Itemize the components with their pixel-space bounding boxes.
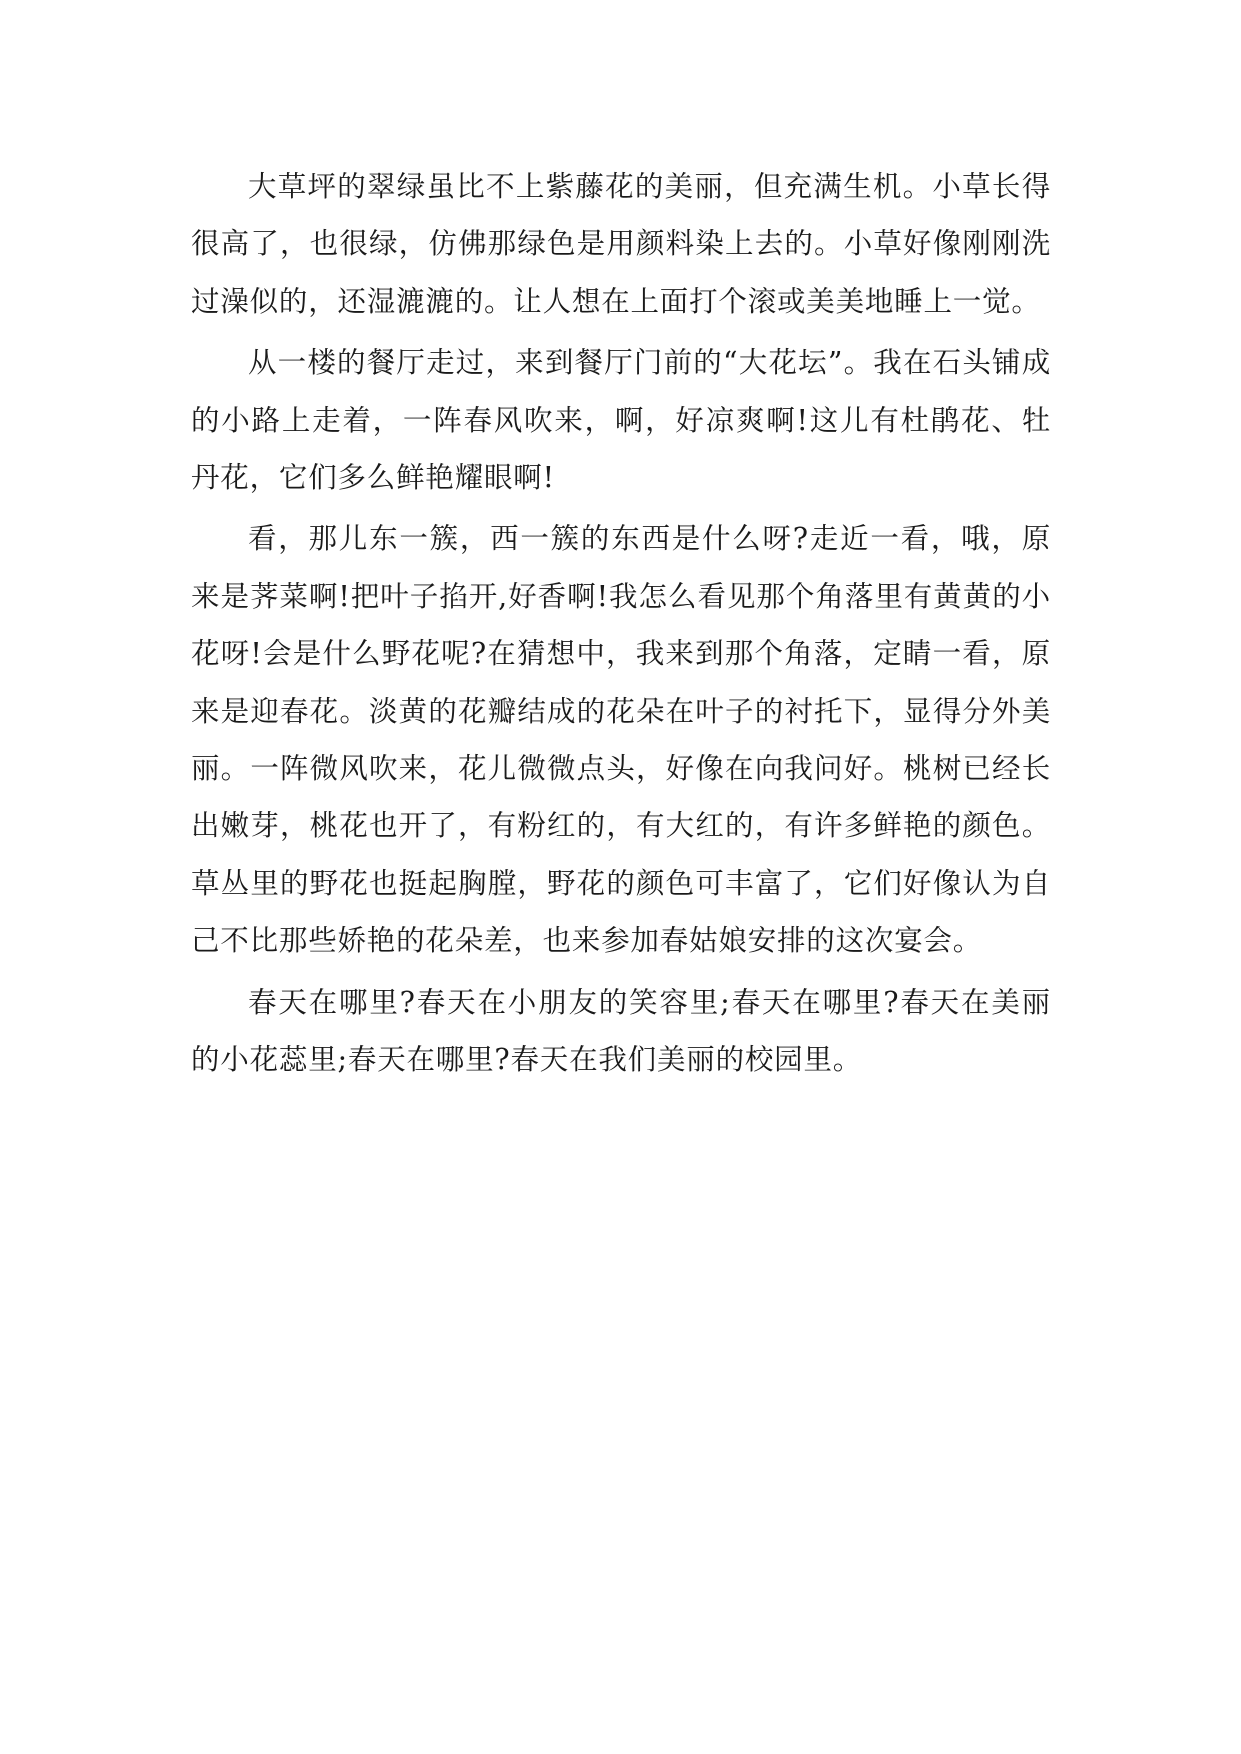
document-body bbox=[191, 158, 1051, 1093]
paragraph-wild-flowers: 看，那儿东一簇，西一簇的东西是什么呀?走近一看，哦，原来是荠菜啊!把叶子掐开,好香啊!我怎么看见那个角落里有黄黄的小花呀!会是什么野花呢?在猜想中，我来到那个角落，定睛一看，原来是迎春花。淡黄的花瓣结成的花朵在叶子的衬托下，显得分外美丽。一阵微风吹来，花儿微微点头，好像在向我问好。桃树已经长出嫩芽，桃花也开了，有粉红的，有大红的，有许多鲜艳的颜色。草丛里的野花也挺起胸膛，野花的颜色可丰富了，它们好像认为自己不比那些娇艳的花朵差，也来参加春姑娘安排的这次宴会。 bbox=[191, 522, 1051, 958]
paragraph-lawn: 大草坪的翠绿虽比不上紫藤花的美丽，但充满生机。小草长得很高了，也很绿，仿佛那绿色是用颜料染上去的。小草好像刚刚洗过澡似的，还湿漉漉的。让人想在上面打个滚或美美地睡上一觉。 bbox=[191, 170, 1051, 318]
paragraph-where-is-spring: 春天在哪里?春天在小朋友的笑容里;春天在哪里?春天在美丽的小花蕊里;春天在哪里?春天在我们美丽的校园里。 bbox=[191, 985, 1051, 1077]
paragraph-flower-bed: 从一楼的餐厅走过，来到餐厅门前的“大花坛”。我在石头铺成的小路上走着，一阵春风吹来，啊，好凉爽啊!这儿有杜鹃花、牡丹花，它们多么鲜艳耀眼啊! bbox=[191, 346, 1051, 495]
